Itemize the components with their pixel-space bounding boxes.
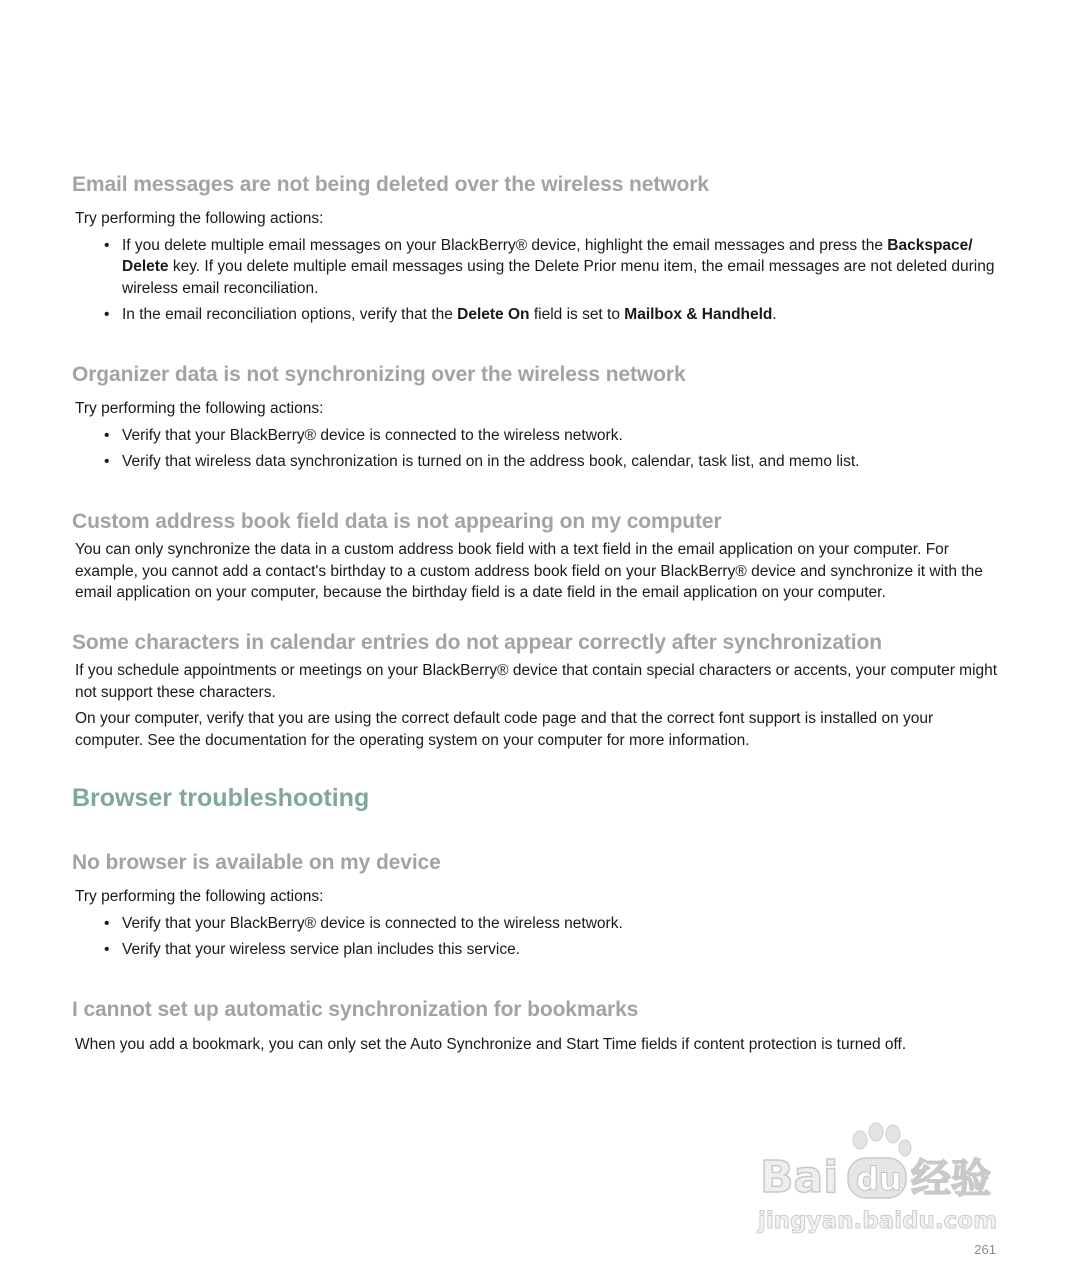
section-browser-chapter [72,783,1002,813]
list-item: • Verify that wireless data synchronization is turned on in the address book, calendar, task list, and memo list. [72,451,1002,473]
paw-icon [853,1123,911,1156]
bullet-list [72,235,1002,326]
section-email-deleted [72,172,1002,331]
section-heading: Custom address book field data is not appearing on my computer [72,510,722,533]
bullet-glyph: • [104,306,110,323]
baidu-watermark [756,1120,1006,1238]
body-paragraph: On your computer, verify that you are using the correct default code page and that the correct font support is installed on your computer. See the documentation for the operating system on your computer for more information. [75,710,934,749]
watermark-du-badge [848,1158,906,1198]
section-bookmarks [72,997,1002,1056]
section-heading: I cannot set up automatic synchronization for bookmarks [72,998,639,1021]
bullet-list [72,913,1002,961]
bullet-glyph: • [104,236,110,254]
list-item: • Verify that your wireless service plan includes this service. [72,939,1002,961]
bullet-glyph: • [104,941,110,958]
list-item: • If you delete multiple email messages on your BlackBerry® device, highlight the email messages and press the Backspace/ Delete key. If you delete multiple email messages using the Delete Prior menu item, the email messages are not deleted during wireless email reconciliation. [104,236,995,297]
section-custom-field [72,509,1002,604]
list-item: • Verify that your BlackBerry® device is connected to the wireless network. [72,425,1002,447]
bullet-list [72,425,1002,473]
bullet-glyph: • [104,426,110,444]
bullet-glyph: • [104,914,110,932]
section-no-browser [72,850,1002,966]
body-paragraph: If you schedule appointments or meetings on your BlackBerry® device that contain special characters or accents, your computer might not support these characters. [75,662,998,701]
body-paragraph: You can only synchronize the data in a custom address book field with a text field in the email application on your computer. For example, you cannot add a contact's birthday to a custom address book field on your BlackBerry® device and synchronize it with the email application on your computer, because the birthday field is a date field in the email application on your computer. [75,541,983,601]
watermark-cjk: 经验 [911,1156,991,1202]
section-heading: Email messages are not being deleted over the wireless network [72,173,709,196]
section-heading: Some characters in calendar entries do not appear correctly after synchronization [72,631,882,654]
option-value: Mailbox & Handheld [624,306,773,323]
intro-text: Try performing the following actions: [75,210,324,227]
list-item: • In the email reconciliation options, verify that the Delete On field is set to Mailbox & Handheld. [72,304,1002,326]
key-name: Backspace/ Delete [122,236,973,275]
bullet-glyph: • [104,453,110,470]
section-heading: Organizer data is not synchronizing over the wireless network [72,363,686,386]
list-item: • Verify that your BlackBerry® device is connected to the wireless network. [72,913,1002,935]
body-paragraph: When you add a bookmark, you can only set the Auto Synchronize and Start Time fields if content protection is turned off. [75,1036,907,1053]
page-number: 261 [974,1242,996,1257]
watermark-url: jingyan.baidu.com [758,1208,998,1234]
intro-text: Try performing the following actions: [75,888,324,905]
field-name: Delete On [457,306,530,323]
section-heading: No browser is available on my device [72,851,441,874]
section-organizer [72,362,1002,478]
chapter-title: Browser troubleshooting [72,784,370,812]
watermark-brand: Bai [760,1152,839,1203]
section-calendar-chars [72,630,1002,751]
intro-text: Try performing the following actions: [75,400,324,417]
svg-text:du: du [856,1160,902,1198]
